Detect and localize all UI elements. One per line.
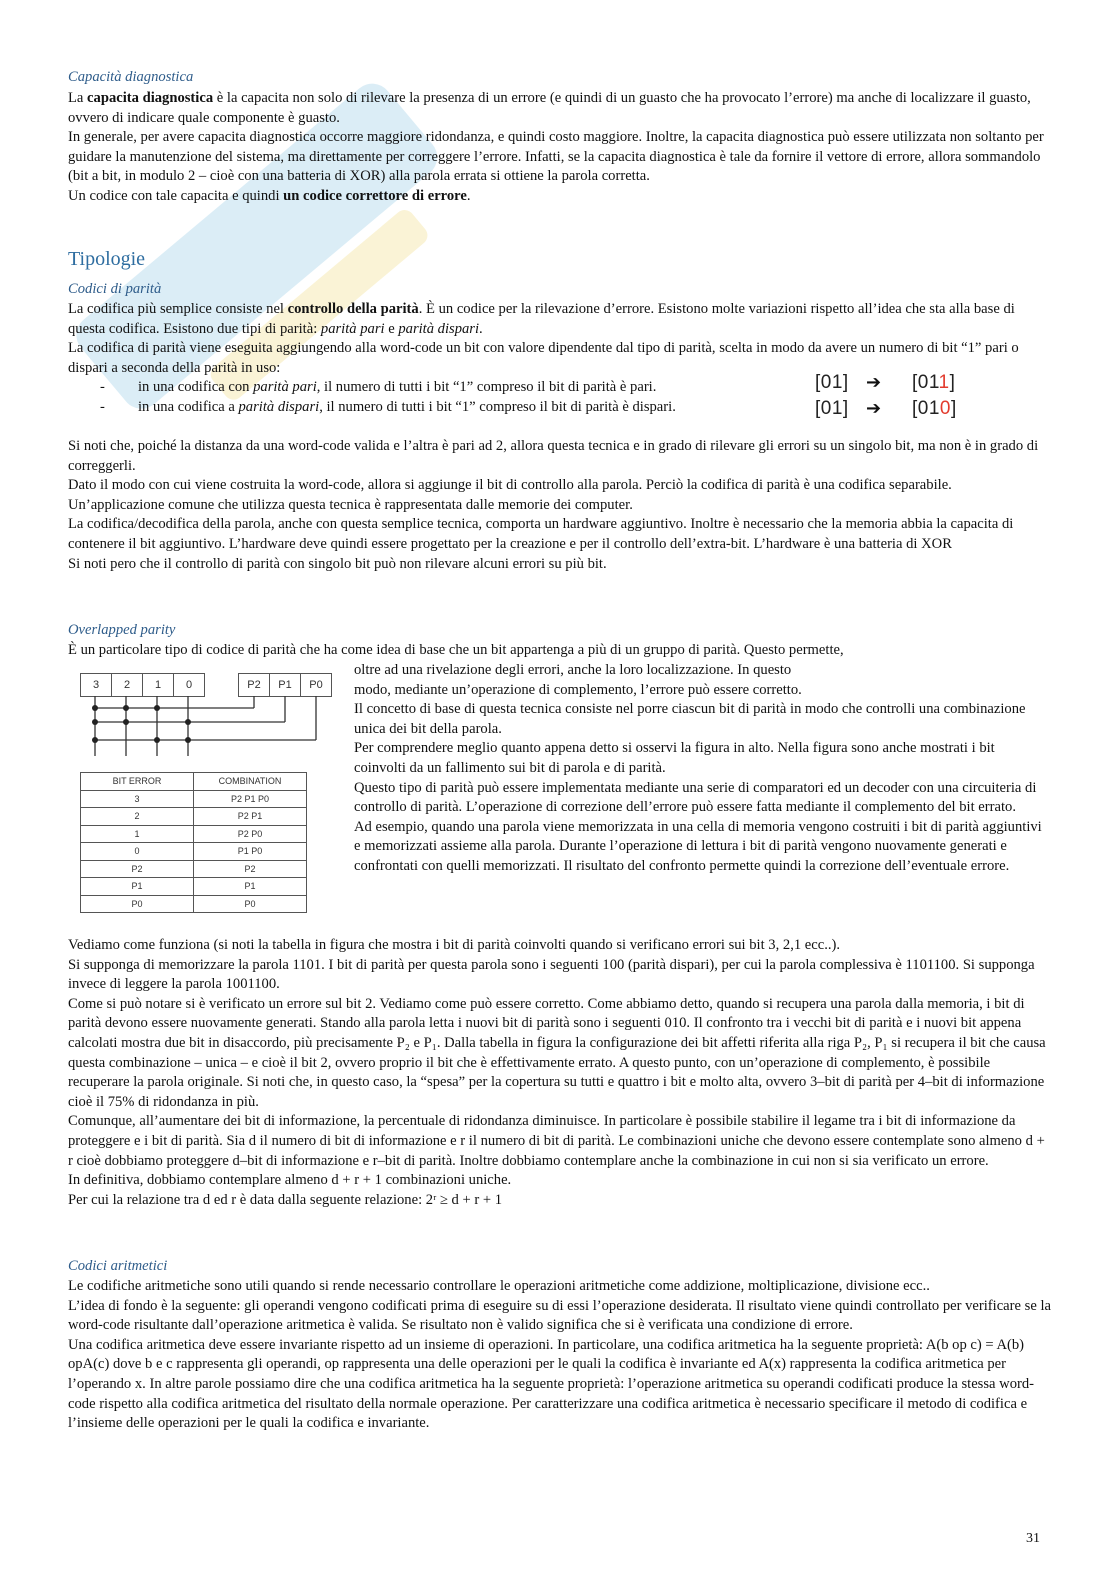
paragraph: Per comprendere meglio quanto appena detto si osservi la figura in alto. Nella figura sono anche mostrati i bit coinvolti da un fallimento sui bit di parola e di parità. xyxy=(354,740,995,776)
table-row: 3 P2 P1 P0 xyxy=(81,790,307,808)
data-bit: 0 xyxy=(185,679,193,691)
paragraph: oltre ad una rivelazione degli errori, anche la loro localizzazione. In questo xyxy=(354,662,792,678)
parity-bit: P1 xyxy=(270,674,301,696)
data-bit: 2 xyxy=(112,674,143,696)
list-item: - in una codifica a parità dispari, il numero di tutti i bit “1” compreso il bit di parità è dispari. xyxy=(100,398,676,415)
paragraph: La capacita diagnostica è la capacita non solo di rilevare la presenza di un errore (e quindi di un guasto che ha provocato l’errore) ma anche di localizzare il guasto, ovvero di indicare quale componente è guasto. xyxy=(68,90,1031,126)
paragraph: Per cui la relazione tra d ed r è data dalla seguente relazione: 2ʳ ≥ d + r + 1 xyxy=(68,1191,503,1208)
parity-bit: P2 xyxy=(239,674,270,696)
table-header-row xyxy=(81,773,307,791)
even-parity-output: [011] xyxy=(912,372,956,393)
section-codici-aritmetici xyxy=(68,1277,1053,1434)
overlapped-side-text xyxy=(354,661,1044,877)
paragraph: In definitiva, dobbiamo contemplare almeno d + r + 1 combinazioni uniche. xyxy=(68,1172,512,1189)
paragraph: Le codifiche aritmetiche sono utili quando si rende necessario controllare le operazioni aritmetiche come addizione, moltiplicazione, divisione ecc.. xyxy=(68,1278,930,1294)
overlapped-body xyxy=(68,936,1053,1210)
paragraph: Si noti che, poiché la distanza da una word-code valida e l’altra è pari ad 2, allora questa tecnica e in grado di rilevare gli errori su un singolo bit, ma non è in grado di correggerli. xyxy=(68,438,1039,474)
overlapped-intro: È un particolare tipo di codice di parità che ha come idea di base che un bit appartenga a più di un gruppo di parità. Questo permette, xyxy=(68,642,844,658)
paragraph: modo, mediante un’operazione di complemento, l’errore può essere corretto. xyxy=(354,681,802,698)
paragraph: Vediamo come funziona (si noti la tabella in figura che mostra i bit di parità coinvolti quando si verificano errori sui bit 3, 2,1 ecc..). xyxy=(68,937,841,953)
parity-bit: P0 xyxy=(309,679,323,691)
parity-wiring-diagram xyxy=(80,696,340,764)
paragraph: Il concetto di base di questa tecnica consiste nel porre ciascun bit di parità in modo che controlli una combinazione unica dei bit della parola. xyxy=(354,701,1026,737)
column-header: BIT ERROR xyxy=(81,773,194,791)
section-codici-parita-body xyxy=(68,437,1053,574)
table-row: 0 P1 P0 xyxy=(81,843,307,861)
paragraph: Questo tipo di parità può essere implementata mediante una serie di comparatori ed un decoder con una circuiteria di controllo di parità. L’operazione di correzione dell’errore può essere fatta mediante il complemento del bit errato. xyxy=(354,779,1037,816)
parity-bits-register xyxy=(238,673,332,697)
subtitle-codici-aritmetici: Codici aritmetici xyxy=(68,1258,168,1274)
paragraph: Ad esempio, quando una parola viene memorizzata in una cella di memoria vengono costruiti i bit di parità aggiuntivi e memorizzati assieme alla parola. Durante l’operazione di lettura i bit di parità vengono nuovamente generati e confrontati con quelli memorizzati. Il risultato del confronto permette quindi la correzione dell’eventuale errore. xyxy=(354,818,1042,874)
heading-tipologie: Tipologie xyxy=(68,248,146,270)
table-row: P0 P0 xyxy=(81,895,307,913)
table-row: 2 P2 P1 xyxy=(81,808,307,826)
even-parity-input: [01] xyxy=(815,372,849,393)
subtitle-capacita-diagnostica: Capacità diagnostica xyxy=(68,69,194,85)
arrow-icon: ➔ xyxy=(866,398,882,419)
paragraph: La codifica più semplice consiste nel controllo della parità. È un codice per la rilevazione d’errore. Esistono molte variazioni rispetto all’idea che sta alla base di questa codifica. Esistono due tipi di parità: parità pari e parità dispari. xyxy=(68,301,1015,337)
list-item: - in una codifica con parità pari, il numero di tutti i bit “1” compreso il bit di parità è pari. xyxy=(100,379,657,395)
bit-error-table xyxy=(80,772,307,913)
paragraph: L’idea di fondo è la seguente: gli operandi vengono codificati prima di eseguire su di essi l’operazione desiderata. Il risultato viene quindi controllato per verificare se la word-code risultante dall’operazione aritmetica è valida. Se risultato non è valido significa che si è verificata una condizione di errore. xyxy=(68,1297,1051,1334)
data-bit: 3 xyxy=(81,674,112,696)
paragraph: La codifica di parità viene eseguita aggiungendo alla word-code un bit con valore dipendente dal tipo di parità, scelta in modo da avere un numero di bit “1” pari o dispari a seconda della parità in uso: xyxy=(68,340,1019,376)
column-header: COMBINATION xyxy=(194,773,307,791)
paragraph: Una codifica aritmetica deve essere invariante rispetto ad un insieme di operazioni. In particolare, una codifica aritmetica ha la seguente proprietà: A(b op c) = A(b) opA(c) dove b e c rappresenta gli operandi, op rappresenta una delle operazioni per le quali la codifica è invariante ed A(x) rappresenta la codifica aritmetica per l’operando x. In altre parole possiamo dire che una codifica aritmetica ha la seguente proprietà: l’operazione aritmetica su operandi codificati produce la stessa word-code rispetto alla codifica aritmetica del risultato della normale operazione. Per caratterizzare una codifica aritmetica è necessario specificare il metodo di codifica e l’insieme delle operazioni per le quali la codifica e invariante. xyxy=(68,1336,1035,1432)
data-bit: 1 xyxy=(143,674,174,696)
paragraph: Si supponga di memorizzare la parola 1101. I bit di parità per questa parola sono i seguenti 100 (parità dispari), per cui la parola complessiva è 1101100. Si supponga invece di leggere la parola 1001100. xyxy=(68,956,1035,993)
subtitle-codici-parita: Codici di parità xyxy=(68,281,162,297)
table-row: P2 P2 xyxy=(81,860,307,878)
odd-parity-output: [010] xyxy=(912,398,957,419)
odd-parity-input: [01] xyxy=(815,398,849,419)
table-row: 1 P2 P0 xyxy=(81,825,307,843)
section-codici-parita-intro xyxy=(68,300,1053,378)
table-row: P1 P1 xyxy=(81,878,307,896)
page-number: 31 xyxy=(1026,1531,1040,1546)
paragraph: In generale, per avere capacita diagnostica occorre maggiore ridondanza, e quindi costo maggiore. Inoltre, la capacita diagnostica può essere utilizzata non soltanto per guidare la manutenzione del sistema, ma direttamente per correggere l’errore. Infatti, se la capacita diagnostica è tale da fornire il vettore di errore, allora sommandolo (bit a bit, in modulo 2 – cioè con una batteria di XOR) alla parola errata si ottiene la parola corretta. xyxy=(68,129,1044,185)
data-bits-register xyxy=(80,673,205,697)
section-capacita-diagnostica xyxy=(68,89,1053,207)
paragraph: Un’applicazione comune che utilizza questa tecnica è rappresentata dalle memorie dei computer. xyxy=(68,496,633,513)
subtitle-overlapped-parity: Overlapped parity xyxy=(68,622,176,638)
paragraph: La codifica/decodifica della parola, anche con questa semplice tecnica, comporta un hardware aggiuntivo. Inoltre è necessario che la memoria abbia la capacita di contenere il bit aggiuntivo. L’hardware deve quindi essere progettato per la creazione e per il controllo dell’extra-bit. L’hardware è una batteria di XOR xyxy=(68,516,1014,552)
parity-bullet-list xyxy=(100,378,820,417)
paragraph: Come si può notare si è verificato un errore sul bit 2. Vediamo come può essere corretto. Come abbiamo detto, quando si recupera una parola dalla memoria, i bit di parità devono essere nuovamente generati. Stando alla parola letta i nuovi bit di parità sono i seguenti 010. Il confronto tra i vecchi bit di parità e i nuovi bit appena calcolati mostra due bit in disaccordo, più precisamente P₂ e P₁. Dalla tabella in figura la configurazione dei bit affetti riferita alla riga P₂, P₁ si recupera il bit che causa questa combinazione – unica – e cioè il bit 2, ovvero proprio il bit che è effettivamente errato. A questo punto, con un’operazione di complemento, è possibile recuperare la parola originale. Si noti che, in questo caso, la “spesa” per la copertura su tutti e quattro i bit e molto alta, ovvero 3–bit di parità per 4–bit di informazione cioè il 75% di ridondanza in più. xyxy=(68,995,1046,1110)
paragraph: Si noti pero che il controllo di parità con singolo bit può non rilevare alcuni errori su più bit. xyxy=(68,555,607,572)
arrow-icon: ➔ xyxy=(866,372,882,393)
paragraph: Comunque, all’aumentare dei bit di informazione, la percentuale di ridondanza diminuisce. In particolare è possibile stabilire il legame tra i bit di informazione da proteggere e i bit di parità. Sia d il numero di bit di informazione e r il numero di bit di parità. Le combinazioni uniche che devono essere contemplate sono almeno d + r cioè dobbiamo proteggere d–bit di informazione e r–bit di parità. Inoltre dobbiamo contemplare anche la combinazione in cui non si sia verificato un errore. xyxy=(68,1113,1045,1169)
paragraph: Dato il modo con cui viene costruita la word-code, allora si aggiunge il bit di controllo alla parola. Perciò la codifica di parità è una codifica separabile. xyxy=(68,477,952,494)
paragraph: Un codice con tale capacita e quindi un codice correttore di errore. xyxy=(68,187,471,204)
